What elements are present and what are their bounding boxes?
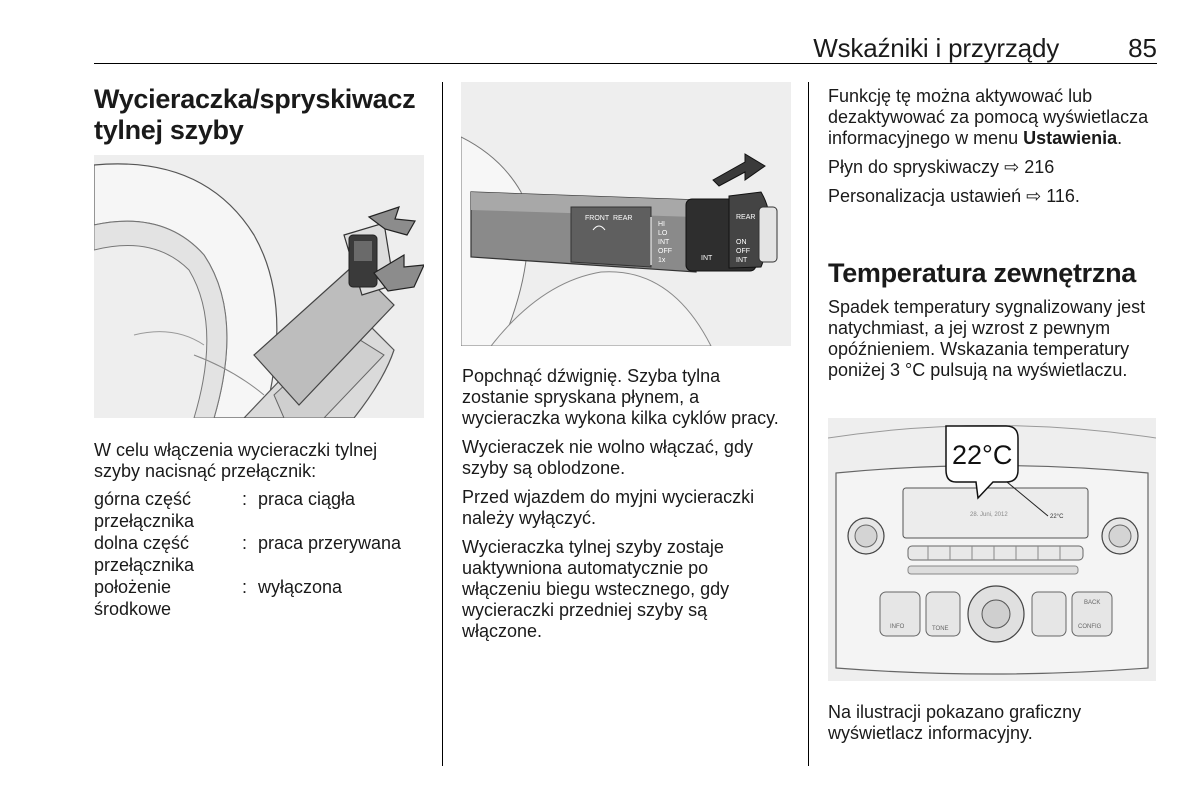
middle-text: [462, 366, 792, 650]
cross-reference-washer-fluid[interactable]: [828, 157, 1158, 178]
cross-reference-label: Personalizacja ustawień: [828, 186, 1022, 206]
right-text-top: [828, 86, 1158, 215]
callout-temperature: 22°C: [952, 440, 1013, 470]
paragraph: Przed wjazdem do myjni wycieraczki należy wyłączyć.: [462, 487, 755, 528]
label-int-3: INT: [736, 257, 748, 264]
definition-row: [94, 532, 428, 576]
column-divider-2: [808, 82, 809, 766]
definition-row: [94, 488, 428, 532]
temperature-paragraph: Spadek temperatury sygnalizowany jest natychmiast, a jej wzrost z pewnym opóźnieniem. Wskazania temperatury poniżej 3 °C pulsują na wyświetlaczu.: [828, 297, 1146, 380]
section-title-rear-wiper: [94, 84, 434, 146]
settings-paragraph: [828, 86, 1158, 149]
definition-term: dolna część przełącznika: [94, 533, 195, 575]
label-1x: 1x: [658, 257, 666, 264]
cross-reference-page: 116.: [1046, 186, 1080, 206]
definition-desc: praca ciągła: [258, 489, 356, 509]
label-int-2: INT: [701, 255, 713, 262]
switch-position-table: [94, 488, 428, 620]
settings-menu-name: Ustawienia: [1023, 128, 1118, 148]
label-off-2: OFF: [736, 248, 750, 255]
cross-reference-label: Płyn do spryskiwaczy: [828, 157, 1000, 177]
title-line-2: tylnej szyby: [94, 115, 244, 145]
definition-colon: :: [242, 577, 248, 597]
label-rear: REAR: [613, 215, 633, 222]
column-divider-1: [442, 82, 443, 766]
definition-colon: :: [242, 489, 248, 509]
label-rear-2: REAR: [736, 214, 756, 221]
label-hi: HI: [658, 221, 665, 228]
label-off: OFF: [658, 248, 672, 255]
label-lo: LO: [658, 230, 668, 237]
figure-info-display: [828, 418, 1156, 681]
cross-reference-personalization[interactable]: [828, 186, 1158, 207]
settings-paragraph-end: .: [1117, 128, 1123, 148]
info-display-illustration: [828, 418, 1156, 681]
definition-colon: :: [242, 533, 248, 553]
figure-caption: Na ilustracji pokazano graficzny wyświetlacz informacyjny.: [828, 702, 1082, 743]
title-line-1: Wycieraczka/spryskiwacz: [94, 84, 416, 114]
page-number: 85: [1128, 33, 1157, 63]
running-title: Wskaźniki i przyrządy: [813, 33, 1059, 63]
header-rule: [94, 63, 1157, 64]
label-int: INT: [658, 239, 670, 246]
cross-reference-page: 216: [1024, 157, 1055, 177]
definition-term: położenie środkowe: [94, 577, 172, 619]
definition-row: [94, 576, 428, 620]
figure-wiper-lever: [461, 82, 791, 346]
definition-desc: wyłączona: [258, 577, 343, 597]
panel-label-tone: TONE: [932, 626, 949, 632]
section-title-outside-temperature: Temperatura zewnętrzna: [828, 258, 1136, 288]
page-reference-icon: ⇨: [1026, 186, 1042, 206]
display-date: 28. Juni, 2012: [970, 512, 1008, 518]
label-front: FRONT: [585, 215, 610, 222]
panel-label-back: BACK: [1084, 600, 1101, 606]
page-reference-icon: ⇨: [1004, 157, 1020, 177]
figure-steering-switch: [94, 155, 424, 418]
left-intro: W celu włączenia wycieraczki tylnej szyby nacisnąć przełącznik:: [94, 440, 378, 481]
paragraph: Wycieraczka tylnej szyby zostaje uaktywniona automatycznie po włączeniu biegu wstecznego, gdy wycieraczki przedniej szyby są włączone.: [462, 537, 730, 641]
paragraph: Wycieraczek nie wolno włączać, gdy szyby są oblodzone.: [462, 437, 753, 478]
label-on: ON: [736, 239, 747, 246]
definition-term: górna część przełącznika: [94, 489, 195, 531]
panel-label-info: INFO: [890, 624, 905, 630]
steering-switch-illustration: [94, 155, 424, 418]
paragraph: Popchnąć dźwignię. Szyba tylna zostanie spryskana płynem, a wycieraczka wykona kilka cyklów pracy.: [462, 366, 779, 428]
panel-label-config: CONFIG: [1078, 624, 1102, 630]
display-temperature: 22°C: [1050, 514, 1064, 520]
definition-desc: praca przerywana: [258, 533, 402, 553]
wiper-lever-illustration: [461, 82, 791, 346]
settings-paragraph-text: Funkcję tę można aktywować lub dezaktywować za pomocą wyświetlacza informacyjnego w menu: [828, 86, 1149, 148]
